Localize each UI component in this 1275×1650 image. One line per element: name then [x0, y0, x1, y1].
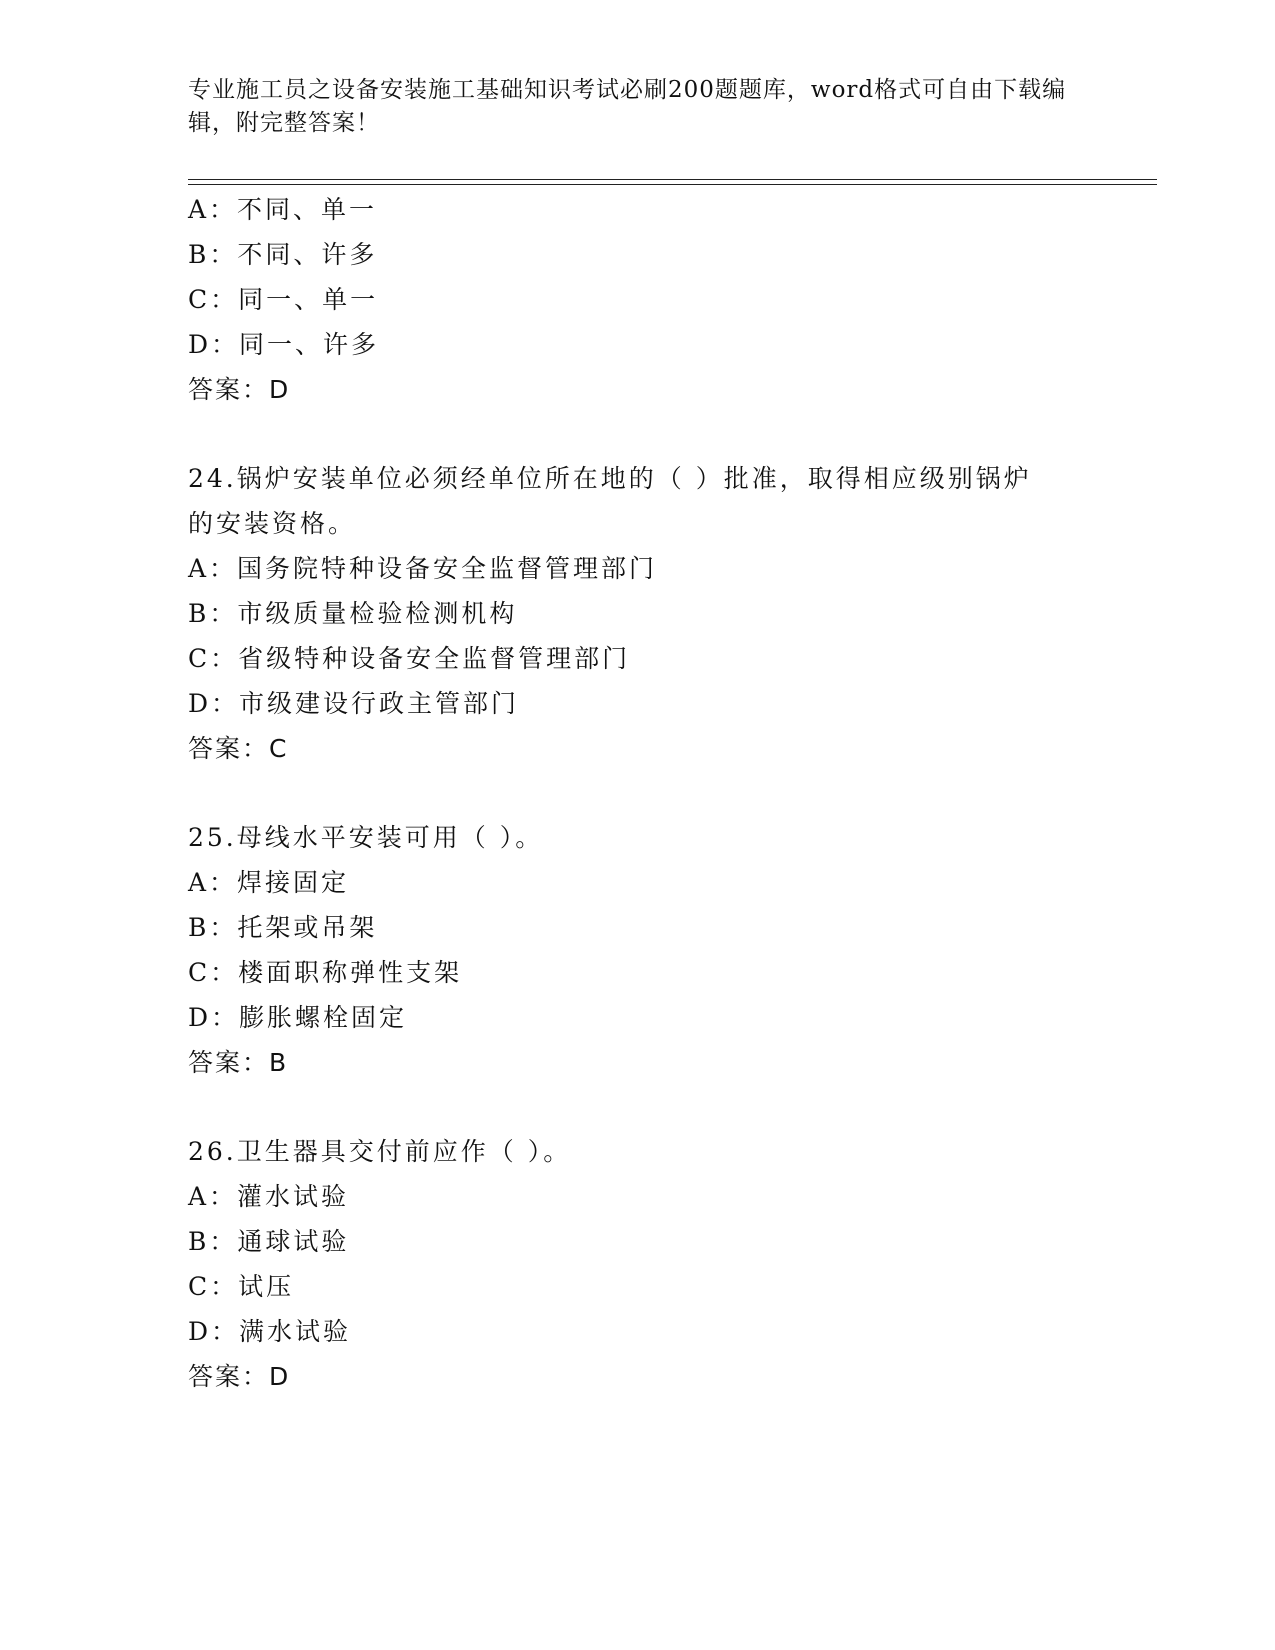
- q25-option-b: B：托架或吊架: [188, 913, 378, 942]
- q26-option-b: B：通球试验: [188, 1227, 350, 1256]
- q23-option-a: A：不同、单一: [188, 195, 378, 224]
- q25-answer: 答案：B: [188, 1048, 289, 1077]
- q23-option-c: C：同一、单一: [188, 285, 379, 314]
- q26-option-a: A：灌水试验: [188, 1182, 350, 1211]
- q24-option-a: A：国务院特种设备安全监督管理部门: [188, 554, 658, 583]
- q25-option-d: D：膨胀螺栓固定: [188, 1003, 408, 1032]
- q26-option-c: C：试压: [188, 1272, 295, 1301]
- q25-stem: 25.母线水平安装可用（ ）。: [188, 823, 544, 852]
- header-divider-top: [188, 179, 1157, 180]
- q23-answer: 答案：D: [188, 375, 291, 404]
- q23-option-d: D：同一、许多: [188, 330, 380, 359]
- q24-stem-line2: 的安装资格。: [188, 509, 357, 538]
- document-header: 专业施工员之设备安装施工基础知识考试必刷200题题库，word格式可自由下载编辑，附完整答案！: [188, 77, 1067, 136]
- q24-option-d: D：市级建设行政主管部门: [188, 689, 520, 718]
- q24-option-b: B：市级质量检验检测机构: [188, 599, 518, 628]
- q25-option-a: A：焊接固定: [188, 868, 350, 897]
- q25-option-c: C：楼面职称弹性支架: [188, 958, 463, 987]
- q24-stem-line1: 24.锅炉安装单位必须经单位所在地的（ ）批准，取得相应级别锅炉: [188, 464, 1032, 493]
- q24-option-c: C：省级特种设备安全监督管理部门: [188, 644, 631, 673]
- q24-answer: 答案：C: [188, 734, 289, 763]
- header-divider-bottom: [188, 184, 1157, 185]
- q26-option-d: D：满水试验: [188, 1317, 352, 1346]
- q23-option-b: B：不同、许多: [188, 240, 378, 269]
- q26-answer: 答案：D: [188, 1362, 291, 1391]
- q26-stem: 26.卫生器具交付前应作（ ）。: [188, 1137, 572, 1166]
